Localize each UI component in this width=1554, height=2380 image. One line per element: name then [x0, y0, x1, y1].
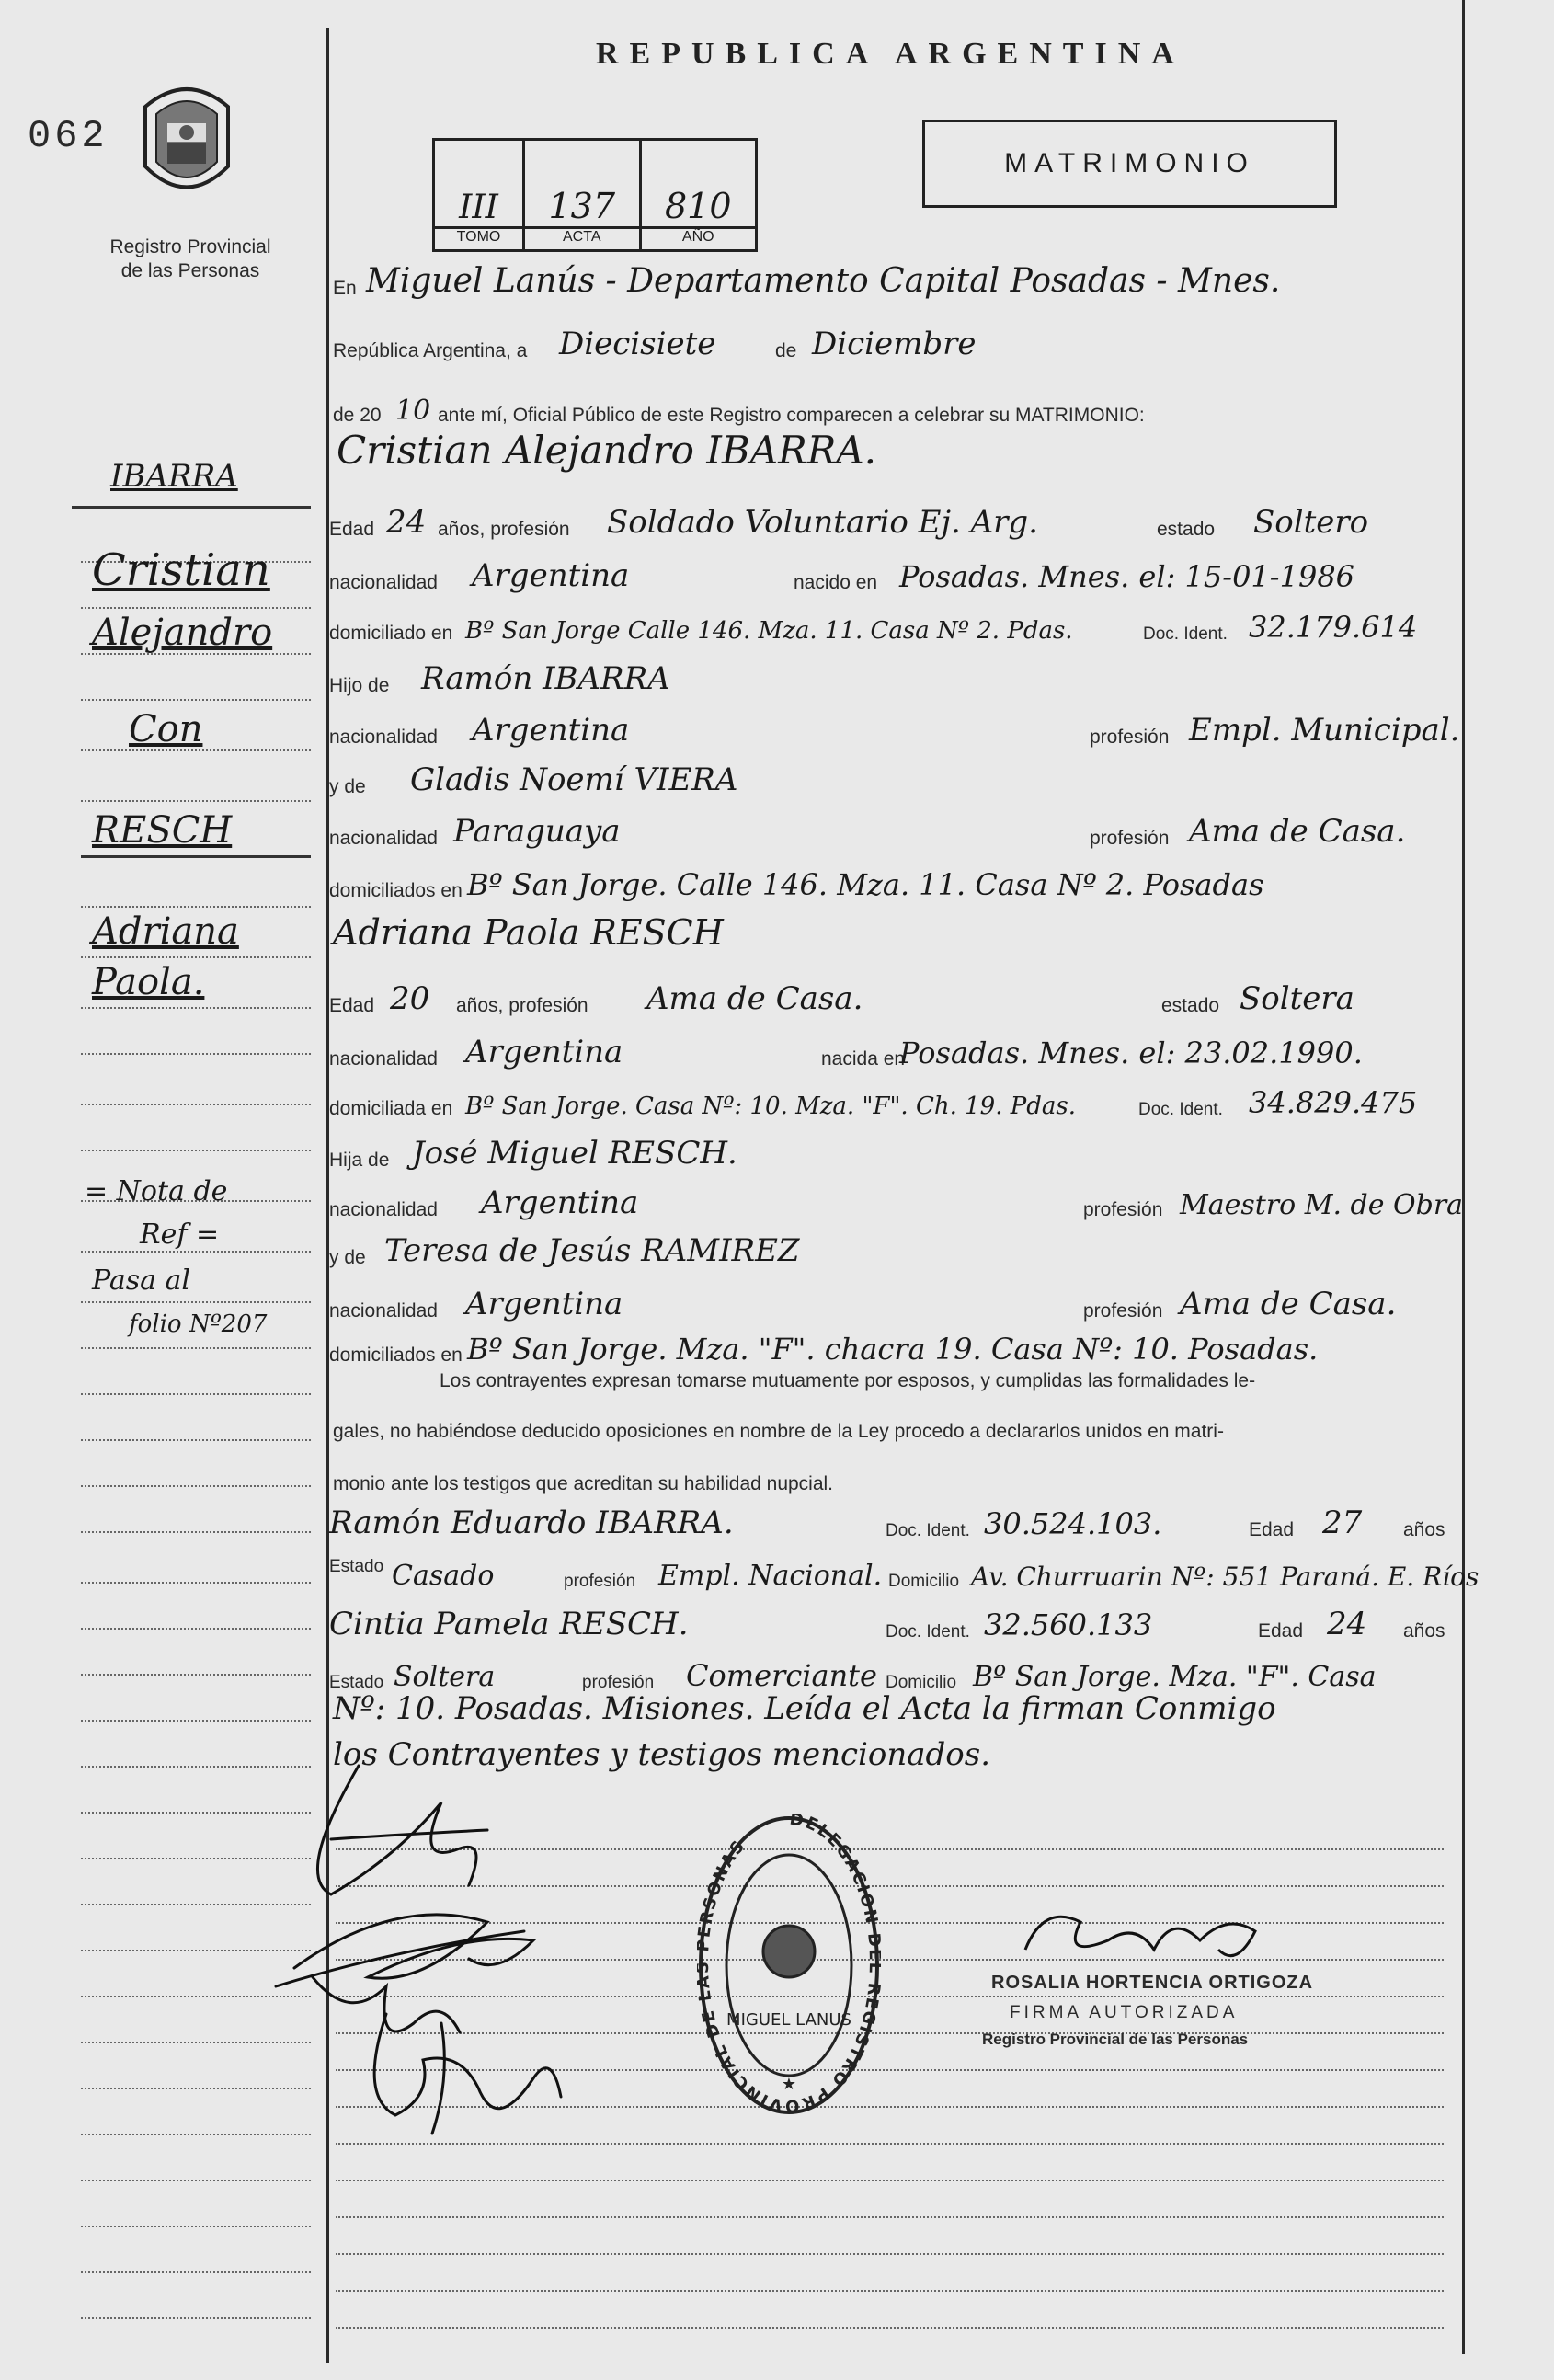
groom-father-name: Ramón IBARRA: [421, 660, 670, 697]
groom-mother-row: y de Gladis Noemí VIERA: [329, 761, 738, 798]
witness2-details-row: Estado Soltera profesión Comerciante Domicilio Bº San Jorge. Mza. "F". Casa: [329, 1658, 1377, 1693]
bride-mother-row: y de Teresa de Jesús RAMIREZ: [329, 1232, 800, 1269]
bride-name: Adriana Paola RESCH: [333, 912, 724, 953]
groom-father-row: Hijo de Ramón IBARRA: [329, 660, 670, 697]
margin-given-bride-1: Adriana: [92, 910, 239, 953]
ano-value: 810: [642, 141, 756, 229]
bride-domicile-row: domiciliada en Bº San Jorge. Casa Nº: 10. Mza. "F". Ch. 19. Pdas. Doc. Ident. 34.829.475: [329, 1085, 1418, 1120]
bride-father-nat-row: nacionalidad Argentina profesión Maestro M. de Obra: [329, 1184, 1464, 1221]
bride-father-name: José Miguel RESCH.: [412, 1135, 737, 1172]
margin-surname-bride: RESCH: [92, 809, 233, 852]
bride-profession: Ama de Casa.: [646, 980, 863, 1017]
marriage-year: 10: [395, 395, 431, 427]
witness2-name-row: Cintia Pamela RESCH. Doc. Ident. 32.560.133 Edad 24 años: [329, 1606, 1445, 1642]
margin-given-bride-2: Paola.: [92, 961, 205, 1003]
witness2-age: 24: [1327, 1606, 1367, 1642]
witness2-profession: Comerciante: [686, 1658, 877, 1693]
signatures: [257, 1747, 644, 2152]
groom-parents-domicile-row: domiciliados en Bº San Jorge. Calle 146. Mza. 11. Casa Nº 2. Posadas: [329, 867, 1264, 902]
groom-profession: Soldado Voluntario Ej. Arg.: [607, 504, 1038, 541]
marriage-month: Diciembre: [812, 326, 977, 362]
witness2-document: 32.560.133: [984, 1608, 1153, 1642]
declaration-line-1: Los contrayentes expresan tomarse mutuamente por esposos, y cumplidas las formalidades le-: [440, 1370, 1256, 1391]
record-type: MATRIMONIO: [1004, 148, 1255, 178]
bride-mother-name: Teresa de Jesús RAMIREZ: [384, 1232, 800, 1269]
groom-father-nat-row: nacionalidad Argentina profesión Empl. Municipal.: [329, 712, 1460, 749]
groom-domicile-row: domiciliado en Bº San Jorge Calle 146. Mza. 11. Casa Nº 2. Pdas. Doc. Ident. 32.179.614: [329, 610, 1418, 645]
svg-text:★: ★: [781, 2075, 797, 2093]
bride-document: 34.829.475: [1249, 1085, 1418, 1120]
groom-mother-nationality: Paraguaya: [453, 813, 621, 850]
bride-domicile: Bº San Jorge. Casa Nº: 10. Mza. "F". Ch. 19. Pdas.: [465, 1093, 1076, 1120]
official-stamp: [697, 1814, 881, 2117]
tomo-value: III: [435, 141, 522, 229]
official-registry: Registro Provincial de las Personas: [982, 2031, 1249, 2048]
right-margin-line: [1462, 0, 1465, 2354]
bride-status: Soltera: [1240, 980, 1354, 1017]
bride-nationality-row: nacionalidad Argentina nacida en Posadas. Mnes. el: 23.02.1990.: [329, 1034, 1363, 1070]
witness2-status: Soltera: [394, 1661, 496, 1693]
stamp-center-text: MIGUEL LANUS: [726, 2010, 851, 2030]
ano-label: AÑO: [681, 229, 714, 245]
witness1-age: 27: [1322, 1505, 1363, 1541]
groom-mother-profession: Ama de Casa.: [1189, 813, 1406, 850]
groom-mother-nat-row: nacionalidad Paraguaya profesión Ama de Casa.: [329, 813, 1406, 850]
groom-parents-domicile: Bº San Jorge. Calle 146. Mza. 11. Casa Nº 2. Posadas: [467, 867, 1264, 902]
intro-date-row: República Argentina, a Diecisiete de Diciembre: [333, 326, 977, 362]
acta-cell: [525, 141, 642, 249]
acta-value: 137: [525, 141, 639, 229]
ano-cell: [642, 141, 756, 249]
bride-age-row: Edad 20 años, profesión Ama de Casa. estado Soltera: [329, 980, 1354, 1017]
margin-note-4: folio Nº207: [129, 1310, 268, 1338]
margin-given-groom-2: Alejandro: [92, 612, 273, 654]
groom-mother-name: Gladis Noemí VIERA: [410, 761, 738, 798]
stamp-ring-text: DELEGACION EGISTRO PROVINCIAL DE RSONAS: [697, 1814, 881, 2116]
groom-status: Soltero: [1253, 504, 1369, 541]
witness1-document: 30.524.103.: [984, 1506, 1162, 1541]
witness1-status: Casado: [392, 1560, 495, 1592]
witness2-domicile: Bº San Jorge. Mza. "F". Casa: [973, 1661, 1377, 1693]
groom-domicile: Bº San Jorge Calle 146. Mza. 11. Casa Nº 2. Pdas.: [465, 617, 1073, 645]
witness1-profession: Empl. Nacional.: [658, 1560, 883, 1592]
bride-mother-nationality: Argentina: [465, 1286, 623, 1322]
bride-mother-nat-row: nacionalidad Argentina profesión Ama de Casa.: [329, 1286, 1397, 1322]
margin-note-3: Pasa al: [92, 1264, 191, 1297]
bride-father-nationality: Argentina: [481, 1184, 639, 1221]
groom-nationality: Argentina: [472, 557, 630, 594]
witness1-name: Ramón Eduardo IBARRA.: [329, 1505, 734, 1541]
bride-father-row: Hija de José Miguel RESCH.: [329, 1135, 737, 1172]
official-title: FIRMA AUTORIZADA: [1010, 2003, 1239, 2022]
closing-line-2: los Contrayentes y testigos mencionados.: [333, 1736, 991, 1773]
page-number: 062: [28, 114, 109, 158]
bride-parents-domicile: Bº San Jorge. Mza. "F". chacra 19. Casa Nº: 10. Posadas.: [467, 1332, 1319, 1367]
tomo-cell: [435, 141, 525, 249]
bride-father-profession: Maestro M. de Obra: [1180, 1189, 1464, 1221]
margin-given-groom-1: Cristian: [92, 544, 270, 596]
declaration-line-3: monio ante los testigos que acreditan su habilidad nupcial.: [333, 1473, 834, 1494]
groom-name: Cristian Alejandro IBARRA.: [337, 428, 876, 473]
declaration-line-2: gales, no habiéndose deducido oposiciones en nombre de la Ley procedo a declararlos unidos en matri-: [333, 1421, 1224, 1442]
margin-note-2: Ref =: [140, 1219, 220, 1251]
margin-surname-groom: IBARRA: [110, 458, 238, 495]
registry-name: Registro Provincial de las Personas: [109, 236, 271, 281]
record-type-box: [922, 120, 1337, 208]
groom-document: 32.179.614: [1249, 610, 1418, 645]
witness2-name: Cintia Pamela RESCH.: [329, 1606, 689, 1642]
country-title: REPUBLICA ARGENTINA: [596, 37, 1185, 71]
margin-note-1: = Nota de: [85, 1175, 228, 1207]
marriage-day: Diecisiete: [559, 326, 716, 362]
bride-mother-profession: Ama de Casa.: [1180, 1286, 1397, 1322]
acta-label: ACTA: [563, 229, 601, 245]
margin-con: Con: [129, 708, 203, 750]
groom-father-profession: Empl. Municipal.: [1189, 712, 1460, 749]
bride-parents-domicile-row: domiciliados en Bº San Jorge. Mza. "F". chacra 19. Casa Nº: 10. Posadas.: [329, 1332, 1319, 1367]
intro-year-row: de 20 10 ante mí, Oficial Público de este Registro comparecen a celebrar su MATRIMONIO:: [333, 395, 1145, 427]
groom-birthplace: Posadas. Mnes. el: 15-01-1986: [899, 559, 1355, 594]
official-name: ROSALIA HORTENCIA ORTIGOZA: [991, 1973, 1314, 1993]
groom-age-row: Edad 24 años, profesión Soldado Voluntario Ej. Arg. estado Soltero: [329, 504, 1369, 541]
province-emblem: [136, 79, 237, 208]
bride-name-row: [329, 910, 1451, 958]
bride-age: 20: [390, 980, 430, 1017]
witness1-domicile: Av. Churruarin Nº: 551 Paraná. E. Ríos: [971, 1562, 1480, 1592]
groom-father-nationality: Argentina: [472, 712, 630, 749]
intro-place-row: En Miguel Lanús - Departamento Capital Posadas - Mnes.: [333, 262, 1281, 300]
closing-line-1: Nº: 10. Posadas. Misiones. Leída el Acta la firman Conmigo: [333, 1690, 1276, 1727]
tomo-label: TOMO: [456, 229, 501, 245]
witness1-details-row: Estado Casado profesión Empl. Nacional. Domicilio Av. Churruarin Nº: 551 Paraná. E. Ríos: [329, 1557, 1480, 1592]
groom-nationality-row: nacionalidad Argentina nacido en Posadas. Mnes. el: 15-01-1986: [329, 557, 1355, 594]
bride-nationality: Argentina: [465, 1034, 623, 1070]
witness1-name-row: Ramón Eduardo IBARRA. Doc. Ident. 30.524.103. Edad 27 años: [329, 1505, 1445, 1541]
groom-age: 24: [386, 504, 427, 541]
bride-birthplace: Posadas. Mnes. el: 23.02.1990.: [899, 1036, 1363, 1070]
groom-name-row: [329, 430, 1451, 478]
record-number-table: [432, 138, 758, 252]
marriage-place: Miguel Lanús - Departamento Capital Posadas - Mnes.: [366, 262, 1281, 300]
